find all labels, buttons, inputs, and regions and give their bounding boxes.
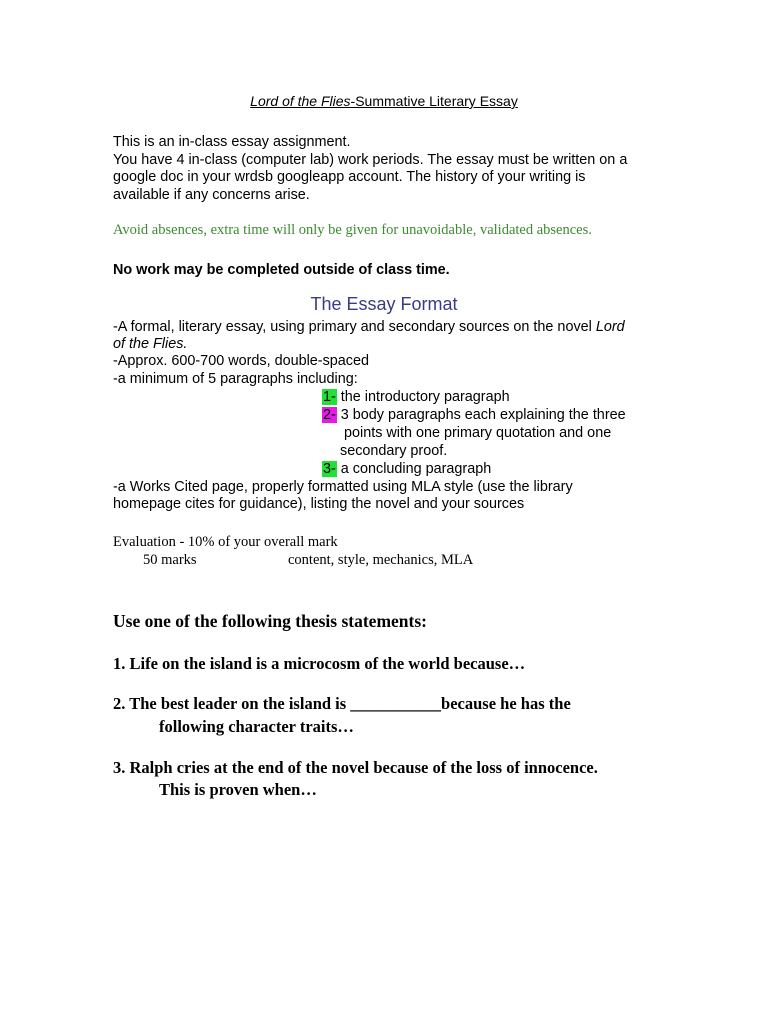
format-item-4-line-1: -a Works Cited page, properly formatted using MLA style (use the library — [113, 479, 573, 495]
format-item-4-line-2: homepage cites for guidance), listing the novel and your sources — [113, 496, 525, 512]
paragraph-number-2: 2- — [323, 407, 336, 423]
no-work-note: No work may be completed outside of class time. — [113, 262, 450, 278]
paragraph-item-2-text: 3 body paragraphs each explaining the three — [336, 407, 626, 423]
thesis-statement-3-line-2: This is proven when… — [159, 780, 317, 799]
intro-line-3: google doc in your wrdsb googleapp account. The history of your writing is — [113, 169, 586, 185]
paragraph-item-2-cont-2: secondary proof. — [340, 443, 448, 459]
format-item-1-cont: of the Flies. — [113, 336, 188, 352]
paragraph-item-1 — [322, 388, 510, 406]
format-item-1-novel: Lord — [595, 319, 625, 335]
paragraph-item-3 — [322, 460, 491, 478]
page-title — [0, 93, 768, 109]
format-item-1-text: -A formal, literary essay, using primary and secondary sources on the novel — [113, 319, 596, 335]
title-rest: -Summative Literary Essay — [350, 93, 518, 109]
evaluation-criteria: content, style, mechanics, MLA — [288, 552, 474, 568]
thesis-statement-2-line-1: 2. The best leader on the island is ___________because he has the — [113, 694, 571, 713]
paragraph-number-1: 1- — [323, 389, 336, 405]
format-item-1 — [113, 318, 625, 336]
paragraph-number-3: 3- — [323, 461, 336, 477]
paragraph-item-2 — [322, 406, 626, 424]
intro-line-1: This is an in-class essay assignment. — [113, 134, 351, 150]
evaluation-line: Evaluation - 10% of your overall mark — [113, 534, 338, 550]
thesis-statement-1: 1. Life on the island is a microcosm of the world because… — [113, 654, 526, 673]
paragraph-item-3-text: a concluding paragraph — [336, 461, 492, 477]
intro-line-2: You have 4 in-class (computer lab) work periods. The essay must be written on a — [113, 152, 628, 168]
format-item-2: -Approx. 600-700 words, double-spaced — [113, 353, 369, 369]
thesis-intro: Use one of the following thesis statements: — [113, 611, 427, 631]
format-item-3: -a minimum of 5 paragraphs including: — [113, 371, 358, 387]
thesis-statement-3-line-1: 3. Ralph cries at the end of the novel because of the loss of innocence. — [113, 758, 598, 777]
title-novel-name: Lord of the Flies — [250, 93, 351, 109]
intro-line-4: available if any concerns arise. — [113, 187, 310, 203]
paragraph-item-2-cont-1: points with one primary quotation and one — [344, 425, 612, 441]
evaluation-marks: 50 marks — [143, 552, 197, 568]
essay-format-heading: The Essay Format — [310, 294, 458, 314]
absence-note: Avoid absences, extra time will only be given for unavoidable, validated absences. — [113, 222, 592, 238]
paragraph-item-1-text: the introductory paragraph — [336, 389, 510, 405]
thesis-statement-2-line-2: following character traits… — [159, 717, 354, 736]
